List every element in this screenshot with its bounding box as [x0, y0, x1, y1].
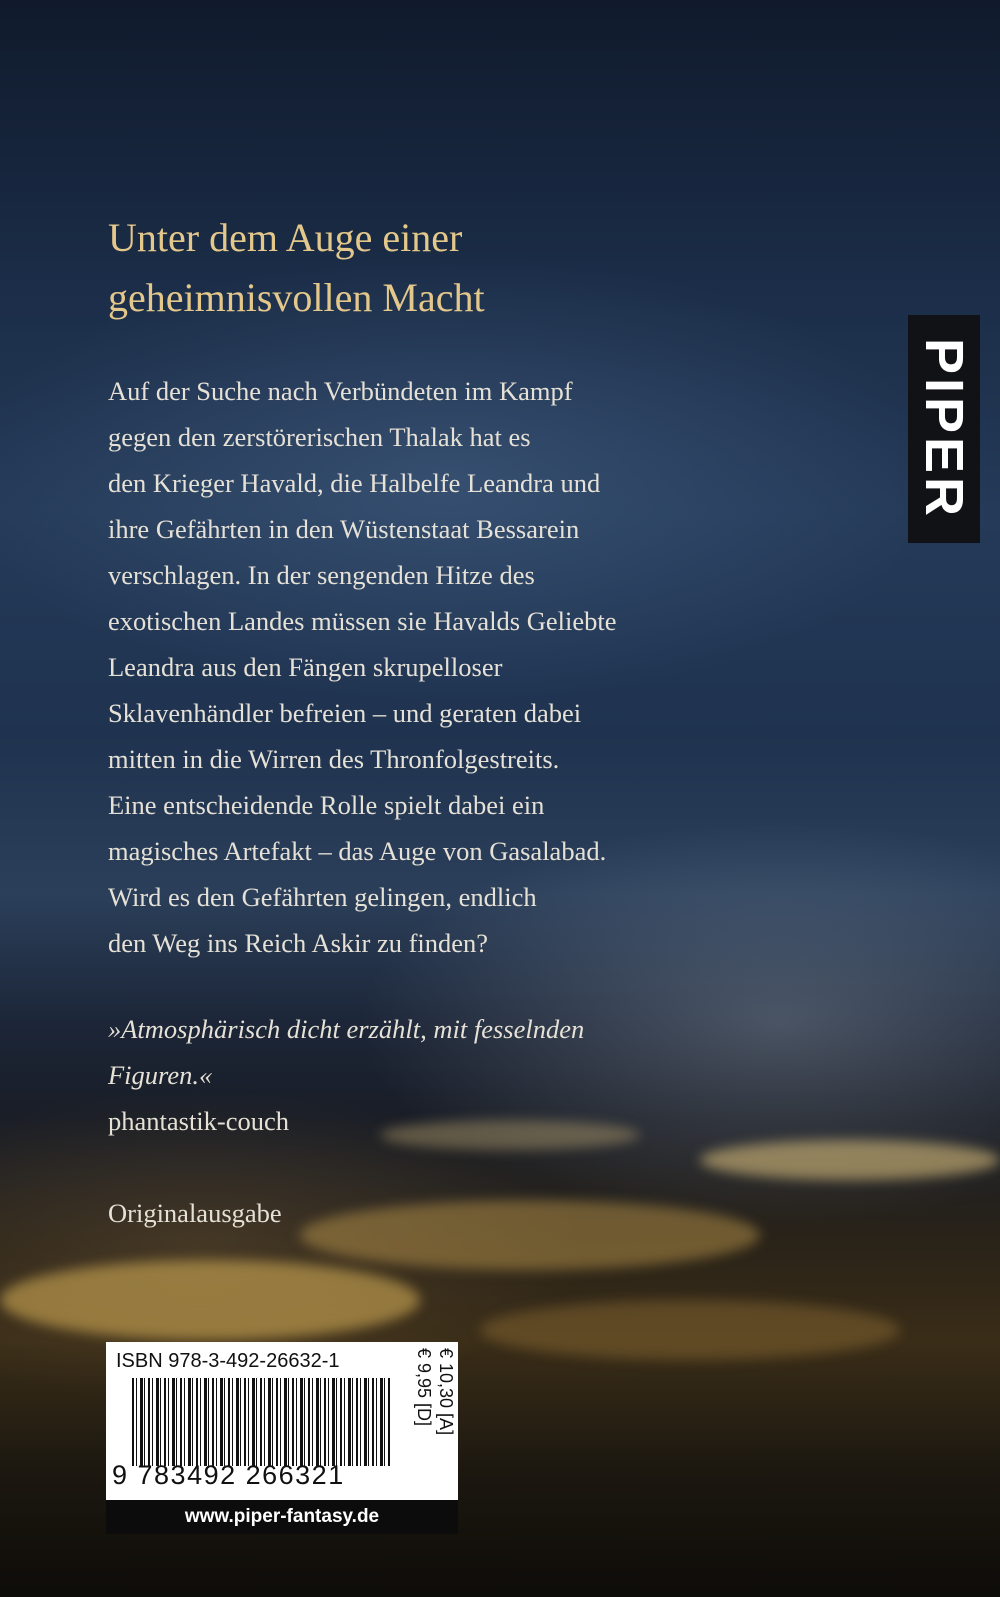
blurb-line: Wird es den Gefährten gelingen, endlich [108, 882, 537, 912]
quote-source: phantastik-couch [108, 1106, 290, 1136]
blurb-line: gegen den zerstörerischen Thalak hat es [108, 422, 531, 452]
blurb-line: Eine entscheidende Rolle spielt dabei ein [108, 790, 545, 820]
review-quote [108, 1006, 798, 1098]
publisher-name: PIPER [914, 337, 974, 521]
barcode-digits: 9 783492 266321 [112, 1460, 345, 1490]
blurb-line: den Weg ins Reich Askir zu finden? [108, 928, 489, 958]
blurb-line: den Krieger Havald, die Halbelfe Leandra und [108, 468, 601, 498]
barcode-box [106, 1342, 458, 1500]
desert-dune-highlight [700, 1140, 1000, 1180]
quote-line: »Atmosphärisch dicht erzählt, mit fesselnden [108, 1014, 585, 1044]
website-url: www.piper-fantasy.de [106, 1500, 458, 1534]
headline [108, 208, 748, 328]
edition-label: Originalausgabe [108, 1198, 282, 1228]
headline-line: geheimnisvollen Macht [108, 275, 485, 320]
isbn: ISBN 978-3-492-26632-1 [116, 1350, 340, 1372]
price-block [404, 1348, 464, 1488]
blurb-line: Auf der Suche nach Verbündeten im Kampf [108, 376, 573, 406]
desert-dune [300, 1200, 760, 1270]
desert-dune [380, 1120, 640, 1150]
price-germany: € 9,95 [D] [414, 1348, 434, 1427]
desert-dune [480, 1300, 900, 1360]
blurb-line: Leandra aus den Fängen skrupelloser [108, 652, 503, 682]
quote-line: Figuren.« [108, 1060, 213, 1090]
price-austria: € 10,30 [A] [436, 1348, 456, 1436]
barcode-icon [132, 1378, 392, 1466]
blurb-text [108, 368, 798, 966]
blurb-line: Sklavenhändler befreien – und geraten dabei [108, 698, 582, 728]
headline-line: Unter dem Auge einer [108, 215, 463, 260]
blurb-line: magisches Artefakt – das Auge von Gasalabad. [108, 836, 607, 866]
desert-dune [0, 1260, 420, 1340]
blurb-line: mitten in die Wirren des Thronfolgestreits. [108, 744, 560, 774]
publisher-logo [908, 315, 980, 543]
blurb-line: ihre Gefährten in den Wüstenstaat Bessarein [108, 514, 580, 544]
blurb-line: verschlagen. In der sengenden Hitze des [108, 560, 535, 590]
blurb-line: exotischen Landes müssen sie Havalds Geliebte [108, 606, 617, 636]
